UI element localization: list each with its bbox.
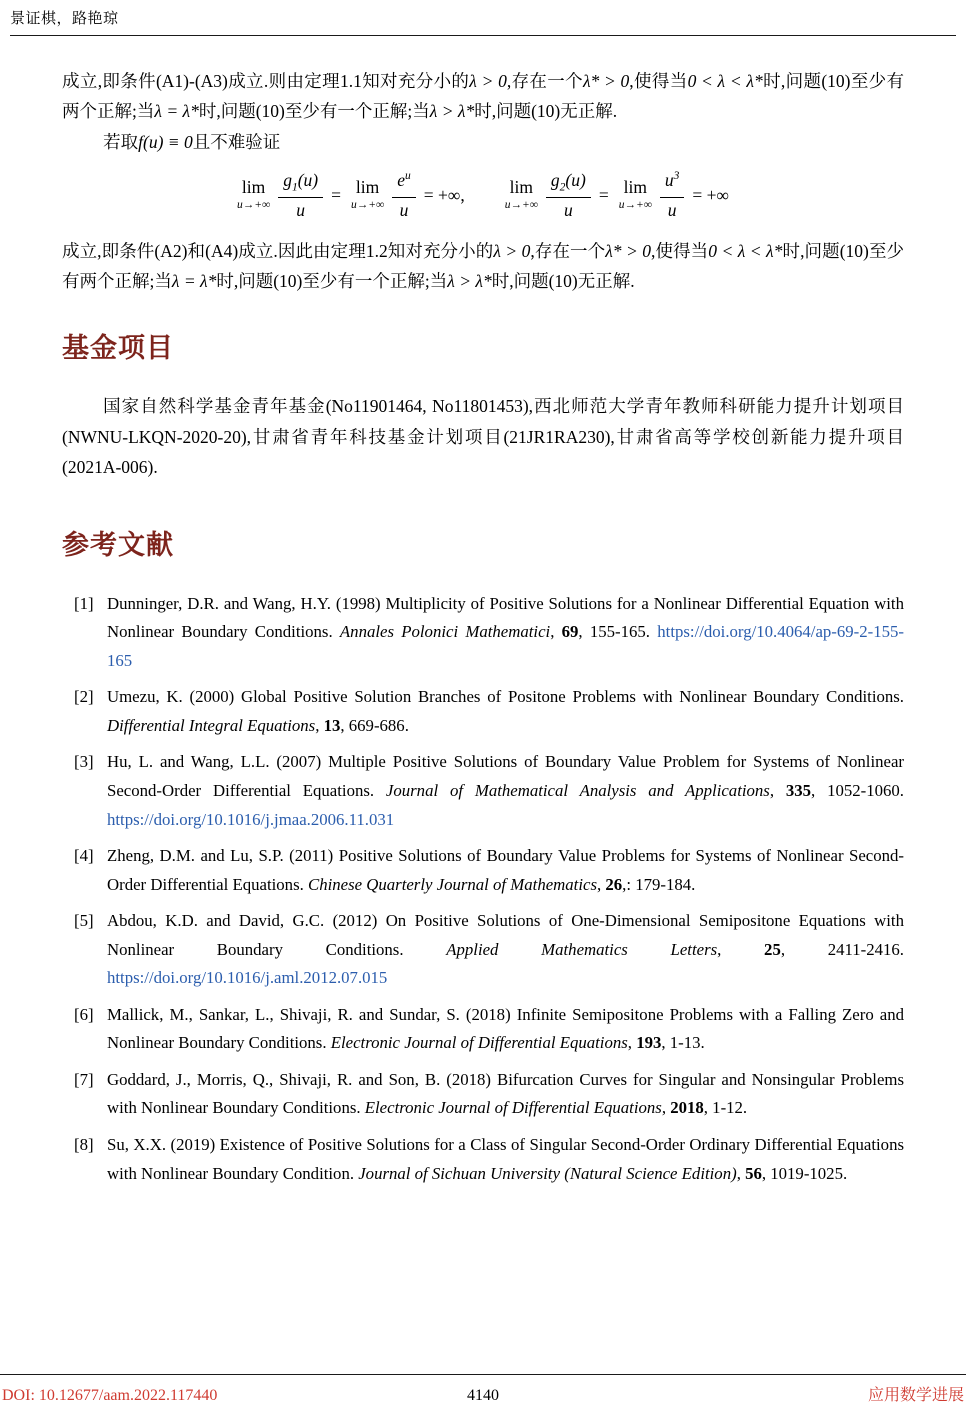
reference-text xyxy=(107,1005,904,1053)
text-segment: 成立,即条件(A2)和(A4)成立.因此由定理1.2知对充分小的 xyxy=(62,240,494,261)
text-segment: 时,问题(10)至少有两个正解;当 xyxy=(62,240,905,291)
text-segment: 时,问题(10)无正解. xyxy=(491,270,635,291)
text-segment: 13 xyxy=(323,715,341,735)
text-segment: , 155-165. xyxy=(578,622,658,642)
limit-expression-4 xyxy=(619,170,729,220)
text-segment: Goddard, J., Morris, Q., Shivaji, R. and Son, B. (2018) Bifurcation Curves for Singular and Nonsingular Problems with Nonlinear Boundary Conditions. xyxy=(107,1069,904,1118)
text-segment: ,: 179-184. xyxy=(622,874,696,894)
text-segment: Umezu, K. (2000) Global Positive Solution Branches of Positone Problems with Nonlinear Boundary Conditions. xyxy=(107,687,904,707)
reference-text xyxy=(107,594,904,670)
lim-word: lim xyxy=(355,177,380,198)
text-segment: ,存在一个 xyxy=(530,240,606,261)
text-segment: 且不难验证 xyxy=(192,131,281,152)
paragraph-conclusion-2 xyxy=(62,236,904,297)
denominator: u xyxy=(564,200,573,221)
text-segment: Annales Polonici Mathematici xyxy=(339,622,551,642)
reference-label: [6] xyxy=(74,1004,94,1024)
footer-page-number: 4140 xyxy=(467,1387,499,1404)
fraction xyxy=(546,170,591,220)
page-header xyxy=(0,0,966,36)
reference-label: [4] xyxy=(74,846,94,866)
footer-doi: DOI: 10.12677/aam.2022.117440 xyxy=(2,1387,218,1404)
doi-link[interactable]: https://doi.org/10.4064/ap-69-2-155-165 xyxy=(107,622,904,670)
reference-item-8 xyxy=(62,1131,904,1188)
fraction xyxy=(392,170,416,220)
reference-label: [2] xyxy=(74,687,94,707)
lim-subscript: u→+∞ xyxy=(236,198,271,211)
text-segment: Applied Mathematics Letters xyxy=(446,939,718,959)
text-segment: λ = λ* xyxy=(171,270,217,291)
reference-item-7 xyxy=(62,1066,904,1123)
equation xyxy=(62,170,904,220)
numerator: $g_2(u)$ xyxy=(546,170,591,198)
relation: = +∞ xyxy=(692,184,730,205)
text-segment: 56 xyxy=(745,1163,762,1183)
text-segment: Electronic Journal of Differential Equations xyxy=(330,1033,628,1053)
reference-text xyxy=(107,846,904,894)
page-footer xyxy=(0,1374,966,1414)
reference-text xyxy=(107,752,904,828)
reference-list xyxy=(62,590,904,1188)
text-segment: 193 xyxy=(636,1033,662,1053)
text-segment: , 669-686. xyxy=(340,715,409,735)
text-segment: λ > λ* xyxy=(447,270,492,291)
denominator: u xyxy=(667,200,677,221)
text-segment: Dunninger, D.R. and Wang, H.Y. (1998) Multiplicity of Positive Solutions for a Nonlinear Differential Equation with Nonlinear Boundary Conditions. xyxy=(107,593,904,642)
text-segment: λ > 0 xyxy=(493,240,531,261)
section-heading-references: 参考文献 xyxy=(62,529,174,560)
funding-paragraph: 国家自然科学基金青年基金(No11901464, No11801453),西北师范大学青年教师科研能力提升计划项目(NWNU-LKQN-2020-20),甘肃省青年科技基金计划项目(21JR1RA230),甘肃省高等学校创新能力提升项目(2021A-006). xyxy=(62,396,904,478)
lim-word: lim xyxy=(241,177,266,198)
paragraph-conclusion-1 xyxy=(62,66,904,127)
lim-operator xyxy=(619,179,652,211)
lim-subscript: u→+∞ xyxy=(350,198,385,211)
text-segment: , xyxy=(596,874,606,894)
lim-operator xyxy=(351,179,384,211)
reference-item-4 xyxy=(62,842,904,899)
text-segment: 若取 xyxy=(103,131,139,152)
text-segment: Abdou, K.D. and David, G.C. (2012) On Positive Solutions of One-Dimensional Semipositone Equations with Nonlinear Boundary Conditions. xyxy=(107,911,904,959)
doi-link[interactable]: https://doi.org/10.1016/j.jmaa.2006.11.031 xyxy=(107,809,395,829)
denominator: u xyxy=(296,200,306,221)
limit-expression-3 xyxy=(505,170,609,220)
relation: = xyxy=(598,184,609,205)
lim-word: lim xyxy=(509,177,533,198)
text-segment: , xyxy=(315,715,324,735)
limit-expression-2 xyxy=(351,170,465,220)
text-segment: 时,问题(10)至少有一个正解;当 xyxy=(198,101,430,122)
header-rule xyxy=(10,35,956,36)
reference-item-6 xyxy=(62,1001,904,1058)
author-names: 景证棋，路艳琼 xyxy=(10,11,119,27)
limit-expression-1 xyxy=(237,170,341,220)
relation: = xyxy=(331,184,341,205)
text-segment: , 1019-1025. xyxy=(761,1163,848,1183)
reference-item-1 xyxy=(62,590,904,676)
doi-link[interactable]: https://doi.org/10.1016/j.aml.2012.07.015 xyxy=(107,968,388,988)
reference-label: [5] xyxy=(74,911,94,931)
text-segment: λ > 0 xyxy=(469,71,507,91)
text-segment: , 1-13. xyxy=(661,1033,705,1053)
text-segment: 时,问题(10)至少有两个正解;当 xyxy=(62,71,905,122)
text-segment: Chinese Quarterly Journal of Mathematics xyxy=(308,874,597,894)
text-segment: 2018 xyxy=(670,1098,704,1118)
text-segment: Mallick, M., Sankar, L., Shivaji, R. and Sundar, S. (2018) Infinite Semipositone Problems with a Falling Zero and Nonlinear Boundary Conditions. xyxy=(107,1004,904,1053)
reference-label: [1] xyxy=(74,593,94,613)
reference-text xyxy=(107,911,904,987)
text-segment: 69 xyxy=(561,622,579,642)
text-segment: ,存在一个 xyxy=(506,71,583,91)
lim-operator xyxy=(237,179,270,211)
numerator: $e^u$ xyxy=(392,170,416,198)
text-segment: ,使得当 xyxy=(651,240,709,261)
denominator: u xyxy=(399,200,409,221)
text-segment: ,使得当 xyxy=(629,71,688,91)
text-segment: λ = λ* xyxy=(154,101,199,122)
text-segment: Journal of Mathematical Analysis and Applications xyxy=(385,781,770,800)
fraction xyxy=(278,170,323,220)
text-segment: Differential Integral Equations xyxy=(107,715,316,735)
text-segment: , xyxy=(769,781,786,800)
text-segment: , xyxy=(736,1163,746,1183)
text-segment: λ* > 0 xyxy=(582,71,630,91)
lim-operator xyxy=(505,179,538,211)
reference-label: [3] xyxy=(74,752,94,772)
text-segment: Su, X.X. (2019) Existence of Positive Solutions for a Class of Singular Second-Order Ordinary Differential Equations with Nonlinear Boundary Condition. xyxy=(107,1135,904,1183)
text-segment: λ > λ* xyxy=(429,101,475,122)
fraction xyxy=(660,170,685,220)
lim-subscript: u→+∞ xyxy=(618,198,652,211)
text-segment: , xyxy=(550,622,562,642)
footer-row xyxy=(0,1375,966,1414)
text-segment: Hu, L. and Wang, L.L. (2007) Multiple Positive Solutions of Boundary Value Problem for Systems of Nonlinear Second-Order Differential Equations. xyxy=(107,752,904,800)
text-segment: λ* > 0 xyxy=(605,240,652,261)
text-segment: 时,问题(10)无正解. xyxy=(474,101,618,122)
text-segment: Zheng, D.M. and Lu, S.P. (2011) Positive Solutions of Boundary Value Problems for Systems of Nonlinear Second-Order Differential Equations. xyxy=(107,846,904,894)
text-segment: 26 xyxy=(605,874,623,894)
section-heading-funding: 基金项目 xyxy=(62,333,174,364)
numerator: $g_1(u)$ xyxy=(278,170,323,198)
text-segment: 25 xyxy=(764,939,781,959)
text-segment: Electronic Journal of Differential Equations xyxy=(364,1098,662,1118)
reference-text xyxy=(107,687,904,735)
reference-label: [7] xyxy=(74,1069,94,1089)
reference-item-5 xyxy=(62,907,904,993)
text-segment: 时,问题(10)至少有一个正解;当 xyxy=(216,270,448,291)
content xyxy=(62,66,904,1188)
text-segment: 0 < λ < λ* xyxy=(708,240,783,261)
numerator: $u^3$ xyxy=(660,170,685,198)
text-segment: , 2411-2416. xyxy=(780,939,905,959)
paragraph-assumption xyxy=(62,127,904,157)
text-segment: 成立,即条件(A1)-(A3)成立.则由定理1.1知对充分小的 xyxy=(62,71,470,91)
reference-text xyxy=(107,1070,904,1118)
reference-item-3 xyxy=(62,748,904,834)
text-segment: 335 xyxy=(785,781,812,800)
text-segment: 0 < λ < λ* xyxy=(687,71,763,91)
lim-subscript: u→+∞ xyxy=(504,198,538,211)
reference-label: [8] xyxy=(74,1135,94,1155)
text-segment: , 1052-1060. xyxy=(811,781,904,800)
text-segment: , xyxy=(717,939,765,959)
text-segment: , 1-12. xyxy=(703,1098,748,1118)
lim-word: lim xyxy=(623,177,647,198)
text-segment: f(u) ≡ 0 xyxy=(138,131,193,152)
text-segment: Journal of Sichuan University (Natural Science Edition) xyxy=(358,1163,737,1183)
relation: = +∞, xyxy=(423,184,465,205)
reference-text xyxy=(107,1135,904,1183)
reference-item-2 xyxy=(62,683,904,740)
text-segment: , xyxy=(661,1098,671,1118)
text-segment: , xyxy=(627,1033,637,1053)
footer-journal-name: 应用数学进展 xyxy=(867,1387,964,1404)
